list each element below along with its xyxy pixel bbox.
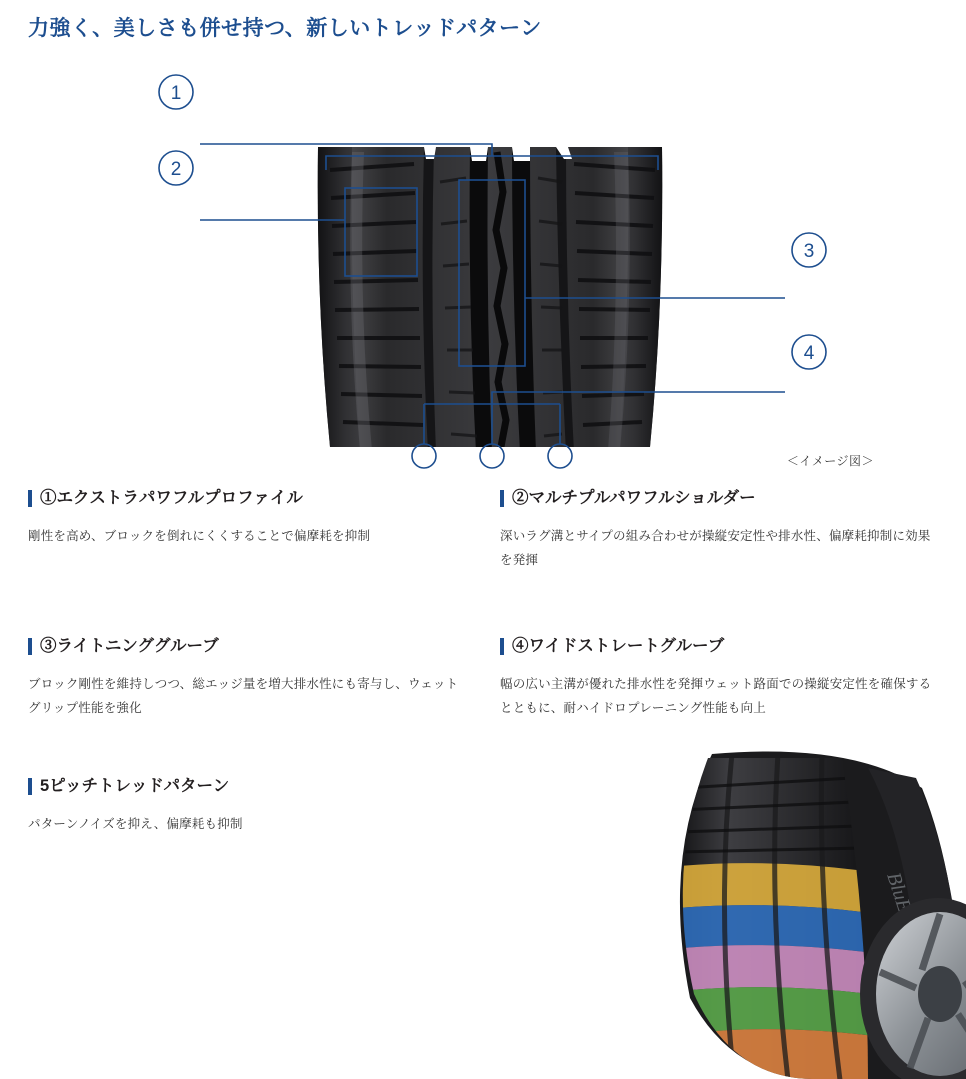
- feature-1-heading-text: ①エクストラパワフルプロファイル: [40, 489, 303, 507]
- feature-block-3: [28, 636, 468, 720]
- image-note: ＜イメージ図＞: [786, 454, 874, 468]
- feature-3-heading-text: ③ライトニンググルーブ: [40, 637, 219, 655]
- tire-illustration: [318, 147, 663, 452]
- feature-5-heading: [28, 776, 468, 797]
- svg-text:3: 3: [803, 241, 815, 262]
- accent-bar-icon: [28, 490, 32, 507]
- accent-bar-icon: [500, 490, 504, 507]
- feature-1-heading: [28, 488, 468, 509]
- feature-5-body: パターンノイズを抑え、偏摩耗も抑制: [28, 817, 243, 832]
- tread-pattern-diagram: [0, 52, 966, 472]
- feature-4-body: 幅の広い主溝が優れた排水性を発揮ウェット路面での操縦安定性を確保するとともに、耐ハイドロプレーニング性能も向上: [500, 677, 932, 715]
- feature-3-body: ブロック剛性を維持しつつ、総エッジ量を増大排水性にも寄与し、ウェットグリップ性能を強化: [28, 677, 459, 715]
- svg-text:4: 4: [803, 343, 815, 364]
- accent-bar-icon: [28, 638, 32, 655]
- accent-bar-icon: [500, 638, 504, 655]
- feature-block-5: [28, 776, 468, 837]
- feature-5-heading-text: 5ピッチトレッドパターン: [40, 777, 230, 795]
- feature-block-2: [500, 488, 940, 572]
- feature-4-heading-text: ④ワイドストレートグルーブ: [512, 637, 725, 655]
- feature-block-1: [28, 488, 468, 549]
- feature-2-body: 深いラグ溝とサイプの組み合わせが操縦安定性や排水性、偏摩耗抑制に効果を発揮: [500, 529, 931, 567]
- feature-2-heading-text: ②マルチプルパワフルショルダー: [512, 489, 756, 507]
- feature-3-heading: [28, 636, 468, 657]
- feature-block-4: [500, 636, 940, 720]
- pitch-pattern-tire-photo: [672, 748, 966, 1079]
- feature-4-heading: [500, 636, 940, 657]
- svg-text:1: 1: [170, 83, 182, 104]
- accent-bar-icon: [28, 778, 32, 795]
- feature-2-heading: [500, 488, 940, 509]
- feature-1-body: 剛性を高め、ブロックを倒れにくくすることで偏摩耗を抑制: [28, 529, 371, 544]
- svg-text:2: 2: [170, 159, 182, 180]
- page-title: 力強く、美しさも併せ持つ、新しいトレッドパターン: [28, 17, 542, 40]
